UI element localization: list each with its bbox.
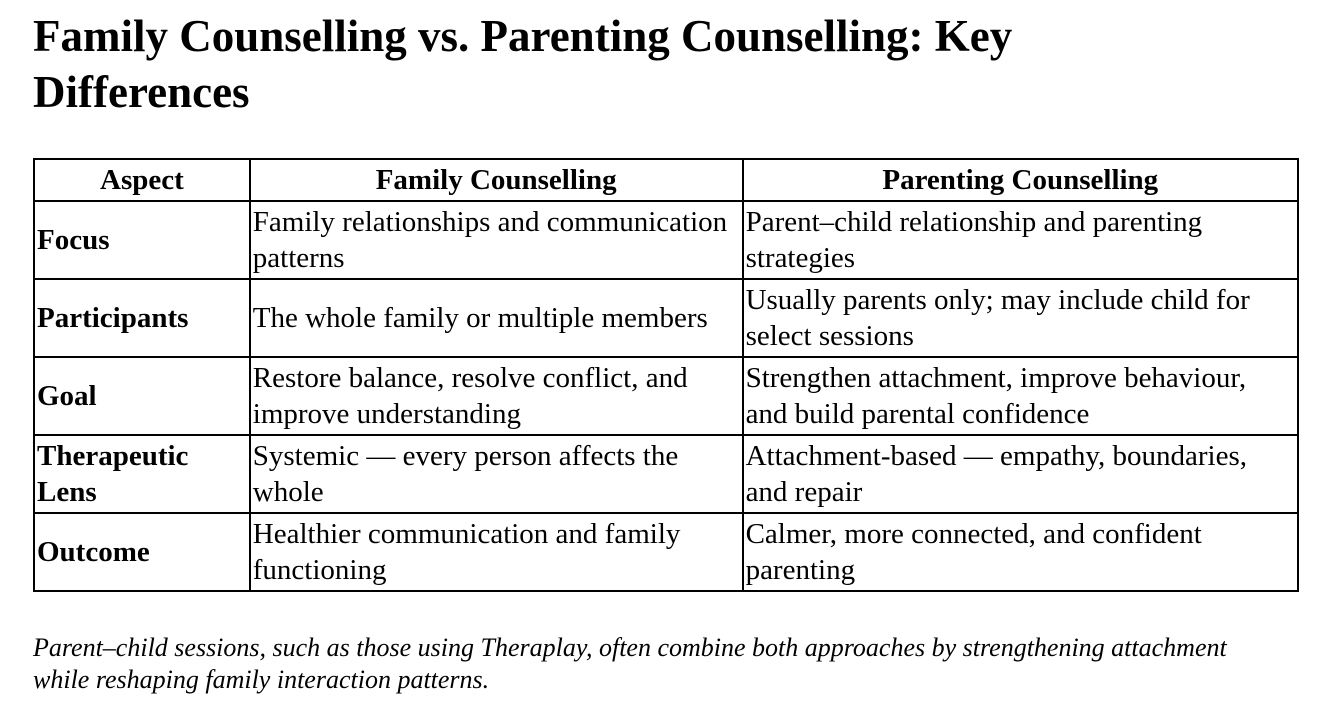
family-cell: Restore balance, resolve conflict, and improve understanding	[250, 357, 743, 435]
parenting-cell: Calmer, more connected, and confident parenting	[743, 513, 1298, 591]
header-aspect: Aspect	[34, 159, 250, 201]
table-row	[34, 435, 1298, 513]
table-row	[34, 201, 1298, 279]
table-header-row	[34, 159, 1298, 201]
aspect-cell: Therapeutic Lens	[34, 435, 250, 513]
family-cell: The whole family or multiple members	[250, 279, 743, 357]
parenting-cell: Strengthen attachment, improve behaviour, and build parental confidence	[743, 357, 1298, 435]
table-header	[34, 159, 1298, 201]
comparison-table	[33, 158, 1299, 592]
table-row	[34, 357, 1298, 435]
header-parenting-counselling: Parenting Counselling	[743, 159, 1298, 201]
aspect-cell: Participants	[34, 279, 250, 357]
family-cell: Healthier communication and family functioning	[250, 513, 743, 591]
family-cell: Family relationships and communication patterns	[250, 201, 743, 279]
table-row	[34, 279, 1298, 357]
header-family-counselling: Family Counselling	[250, 159, 743, 201]
table-row	[34, 513, 1298, 591]
page-title: Family Counselling vs. Parenting Counselling: Key Differences	[33, 11, 1013, 117]
parenting-cell: Parent–child relationship and parenting strategies	[743, 201, 1298, 279]
footnote: Parent–child sessions, such as those using Theraplay, often combine both approaches by strengthening attachment while reshaping family interaction patterns.	[33, 633, 1227, 694]
table-body	[34, 201, 1298, 591]
parenting-cell: Attachment-based — empathy, boundaries, and repair	[743, 435, 1298, 513]
family-cell: Systemic — every person affects the whole	[250, 435, 743, 513]
parenting-cell: Usually parents only; may include child for select sessions	[743, 279, 1298, 357]
aspect-cell: Focus	[34, 201, 250, 279]
aspect-cell: Goal	[34, 357, 250, 435]
aspect-cell: Outcome	[34, 513, 250, 591]
